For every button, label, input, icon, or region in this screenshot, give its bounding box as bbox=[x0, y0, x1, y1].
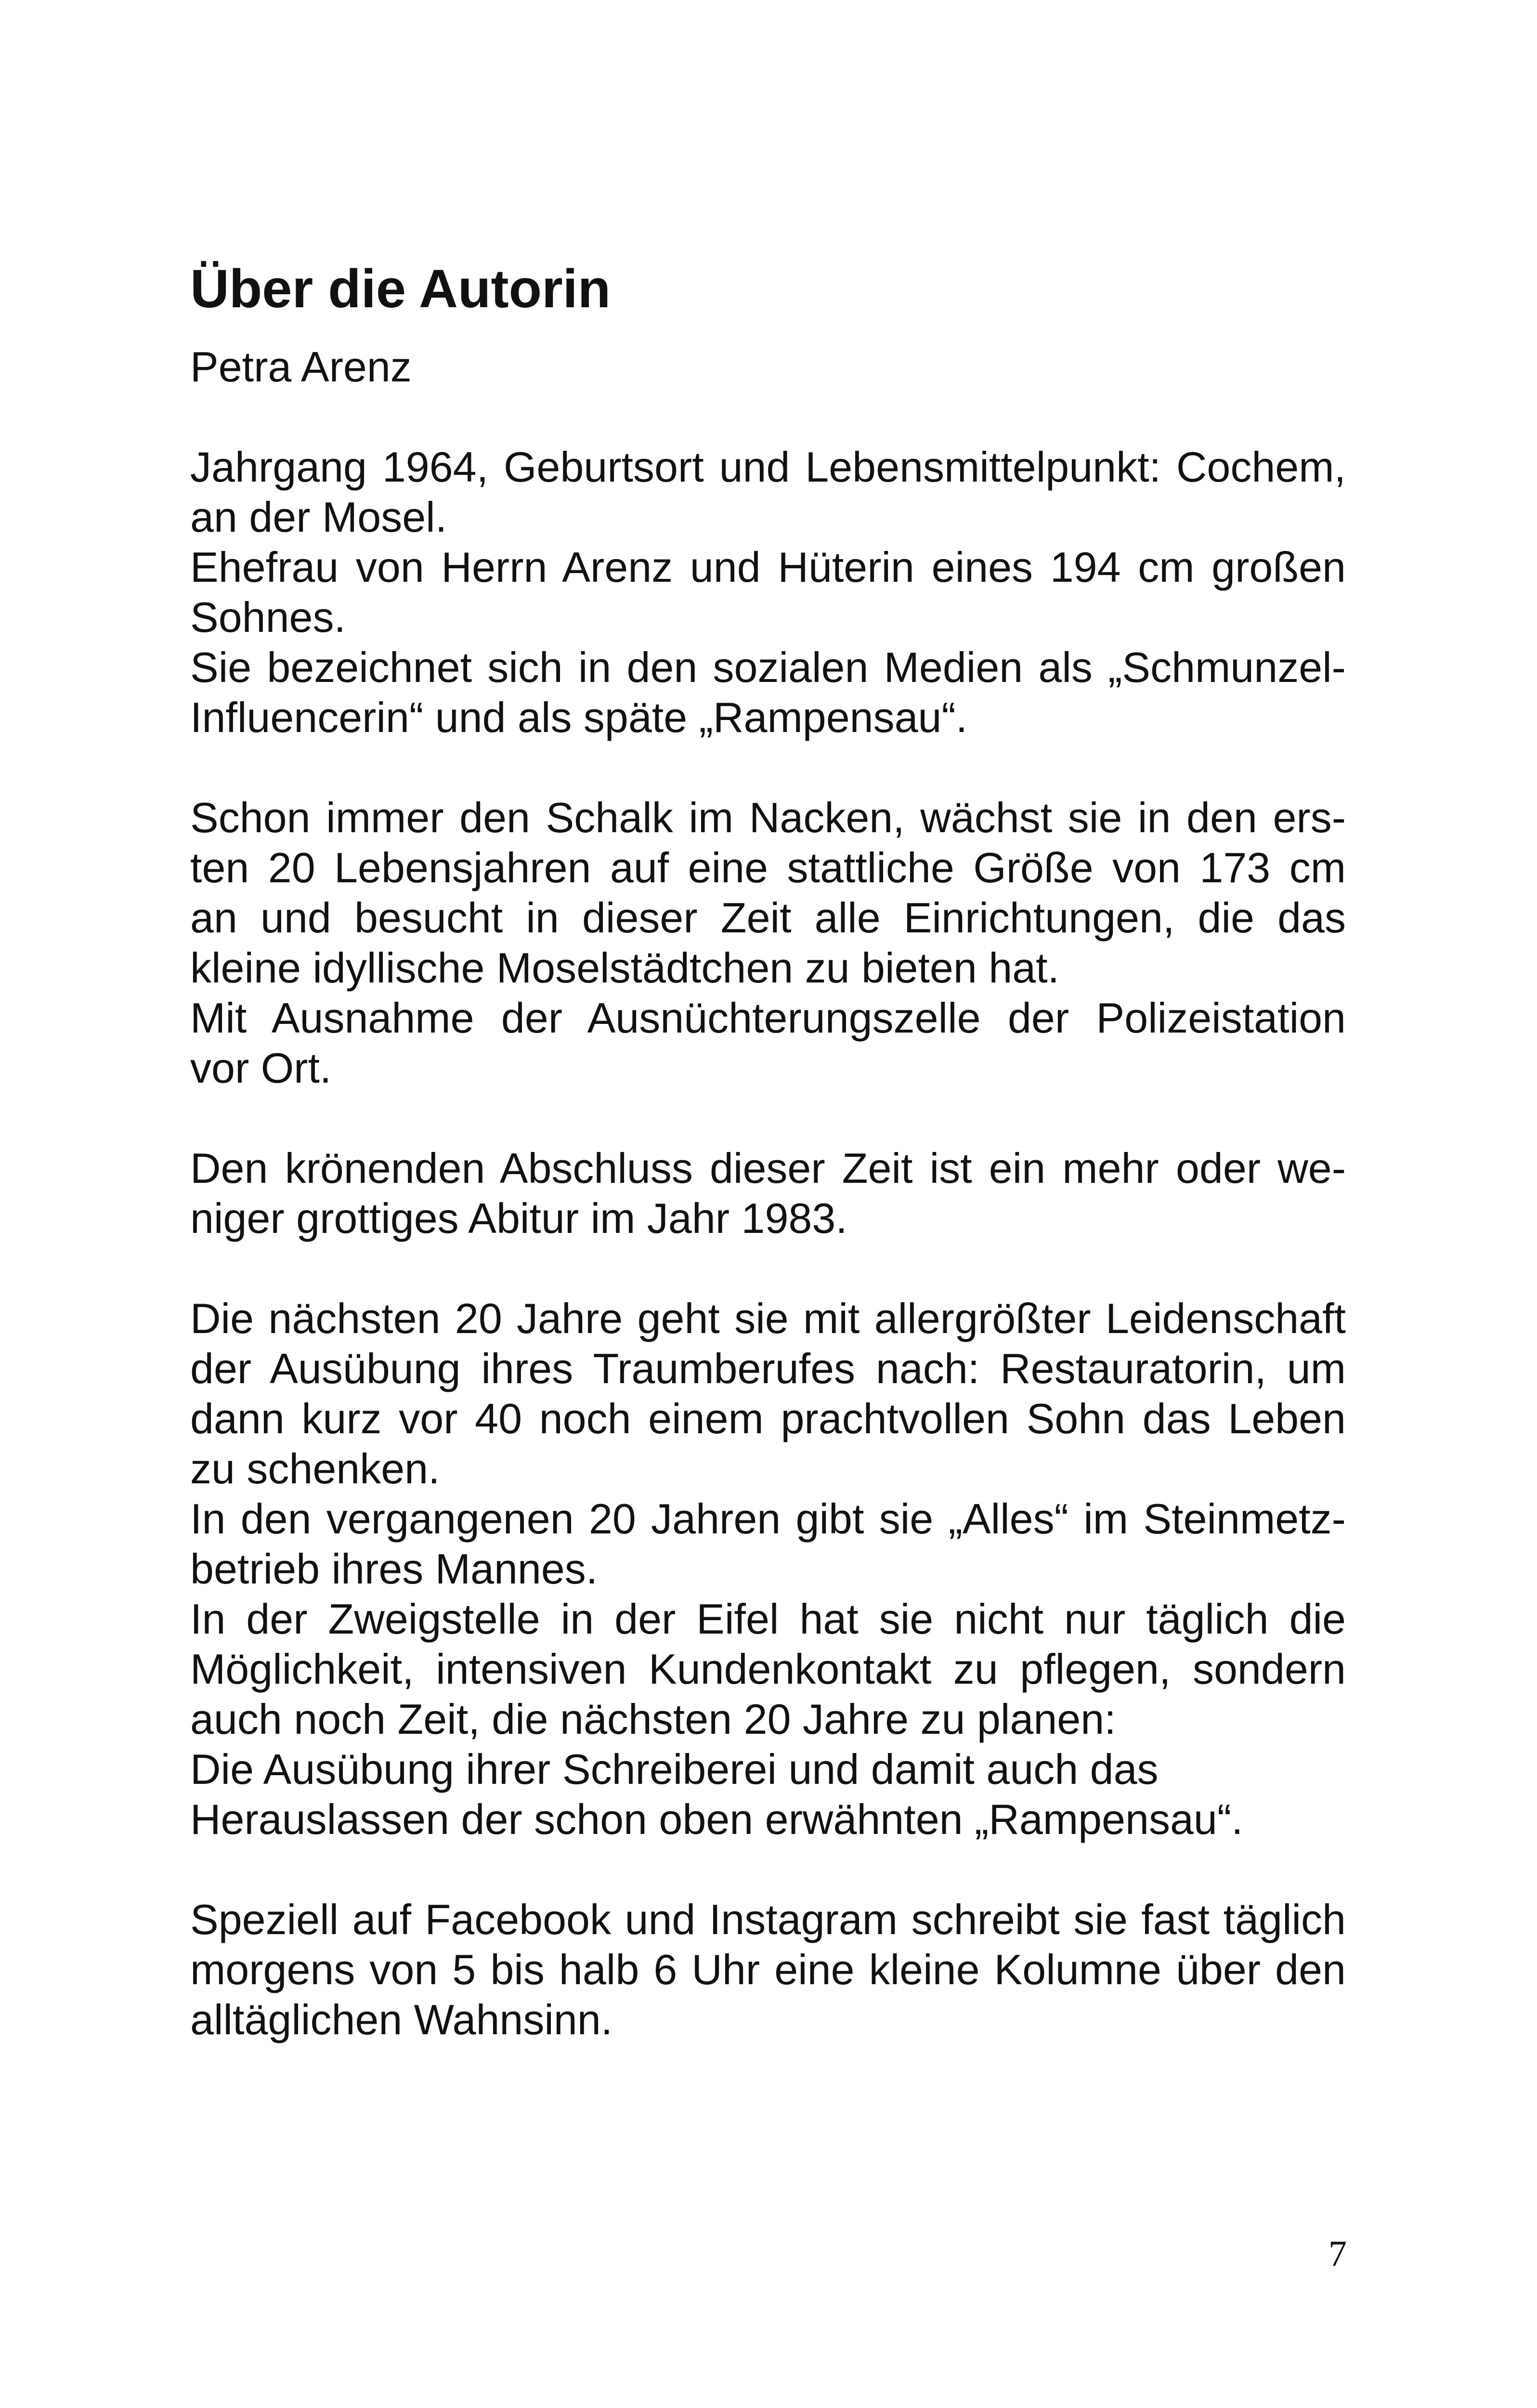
text-line: In den vergangenen 20 Jahren gibt sie „Alles“ im Steinmetz- bbox=[190, 1495, 1346, 1543]
text-line: Jahrgang 1964, Geburtsort und Lebensmittelpunkt: Cochem, bbox=[190, 443, 1346, 491]
text-line: ten 20 Lebensjahren auf eine stattliche Größe von 173 cm bbox=[190, 844, 1346, 891]
author-name: Petra Arenz bbox=[190, 343, 412, 391]
text-line: Mit Ausnahme der Ausnüchterungszelle der Polizeistation bbox=[190, 994, 1346, 1042]
paragraph-social-media bbox=[190, 1895, 1346, 2045]
page-content bbox=[190, 255, 1346, 2095]
text-line: niger grottiges Abitur im Jahr 1983. bbox=[190, 1194, 847, 1242]
text-line: Influencerin“ und als späte „Rampensau“. bbox=[190, 694, 968, 741]
text-line: In der Zweigstelle in der Eifel hat sie nicht nur täglich die bbox=[190, 1595, 1346, 1643]
text-line: vor Ort. bbox=[190, 1044, 332, 1092]
text-line: an der Mosel. bbox=[190, 493, 447, 541]
paragraph-abitur bbox=[190, 1143, 1346, 1243]
page-number: 7 bbox=[1329, 2234, 1347, 2274]
text-line: morgens von 5 bis halb 6 Uhr eine kleine Kolumne über den bbox=[190, 1946, 1346, 1993]
text-line: Den krönenden Abschluss dieser Zeit ist ein mehr oder we- bbox=[190, 1144, 1346, 1192]
text-line: Möglichkeit, intensiven Kundenkontakt zu pflegen, sondern bbox=[190, 1645, 1346, 1693]
text-line: auch noch Zeit, die nächsten 20 Jahre zu planen: bbox=[190, 1695, 1116, 1743]
text-line: Speziell auf Facebook und Instagram schreibt sie fast täglich bbox=[190, 1896, 1346, 1943]
text-line: Die Ausübung ihrer Schreiberei und damit auch das bbox=[190, 1745, 1159, 1793]
paragraph-biography-intro bbox=[190, 442, 1346, 743]
text-line: Schon immer den Schalk im Nacken, wächst sie in den ers- bbox=[190, 794, 1346, 841]
text-line: Die nächsten 20 Jahre geht sie mit allergrößter Leidenschaft bbox=[190, 1295, 1346, 1342]
paragraph-youth bbox=[190, 793, 1346, 1093]
text-line: der Ausübung ihres Traumberufes nach: Restauratorin, um bbox=[190, 1345, 1346, 1392]
text-line: Sie bezeichnet sich in den sozialen Medien als „Schmunzel- bbox=[190, 643, 1346, 691]
text-line: alltäglichen Wahnsinn. bbox=[190, 1996, 613, 2043]
page-title: Über die Autorin bbox=[190, 259, 611, 319]
text-line: kleine idyllische Moselstädtchen zu bieten hat. bbox=[190, 944, 1060, 992]
text-line: Sohnes. bbox=[190, 593, 346, 641]
text-line: Ehefrau von Herrn Arenz und Hüterin eines 194 cm großen bbox=[190, 543, 1346, 591]
text-line: zu schenken. bbox=[190, 1445, 440, 1492]
paragraph-career bbox=[190, 1294, 1346, 1845]
text-line: Herauslassen der schon oben erwähnten „Rampensau“. bbox=[190, 1795, 1243, 1843]
text-line: betrieb ihres Mannes. bbox=[190, 1545, 598, 1593]
text-line: an und besucht in dieser Zeit alle Einrichtungen, die das bbox=[190, 894, 1346, 942]
text-line: dann kurz vor 40 noch einem prachtvollen Sohn das Leben bbox=[190, 1395, 1346, 1442]
